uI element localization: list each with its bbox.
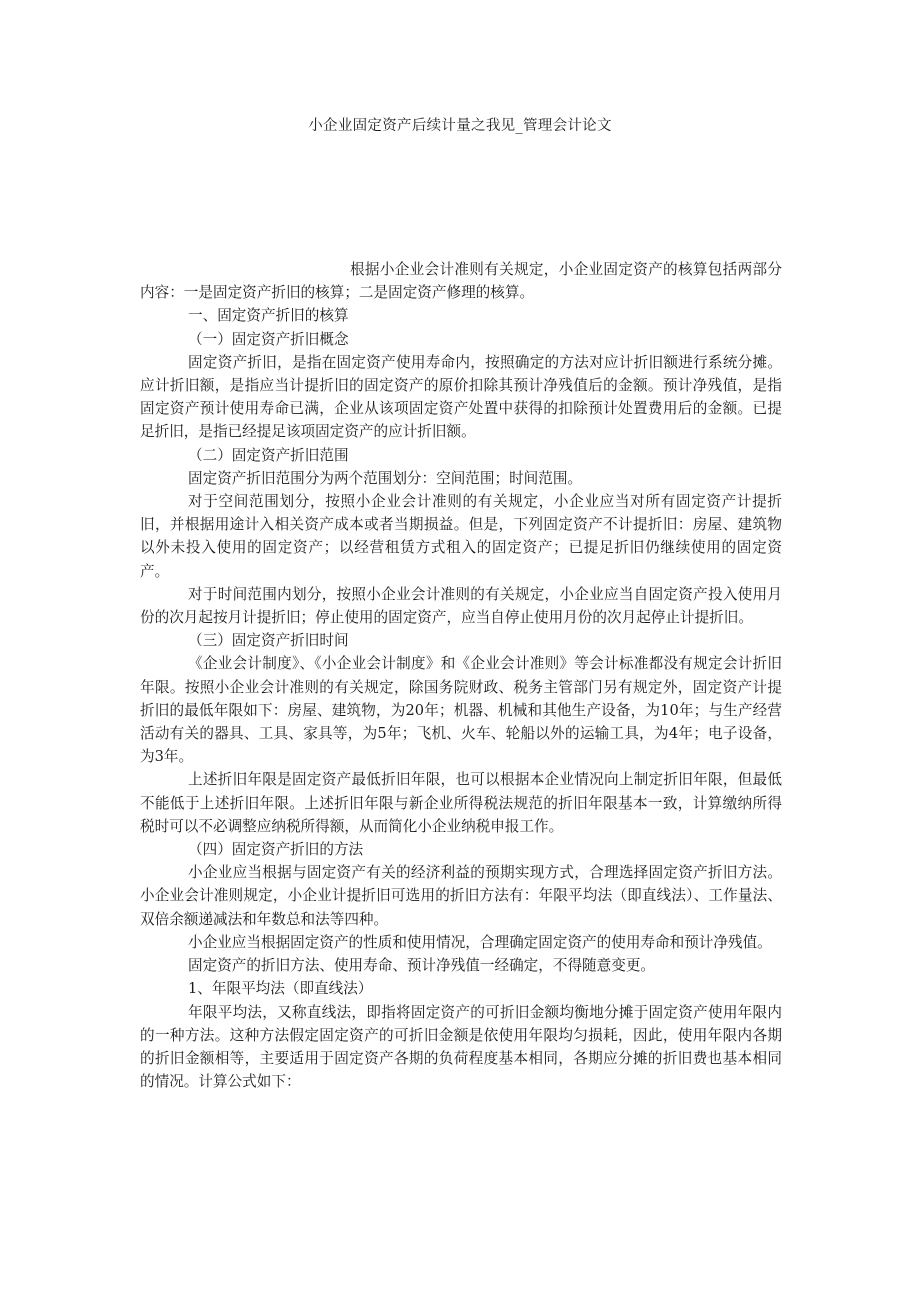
body-paragraph: 小企业应当根据与固定资产有关的经济利益的预期实现方式，合理选择固定资产折旧方法。小企业会计准则规定，小企业计提折旧可选用的折旧方法有：年限平均法（即直线法）、工作量法、双倍余额递减法和年数总和法等四种。: [140, 864, 782, 928]
body-paragraph: 对于空间范围划分，按照小企业会计准则的有关规定，小企业应当对所有固定资产计提折旧，并根据用途计入相关资产成本或者当期损益。但是，下列固定资产不计提折旧：房屋、建筑物以外未投入使用的固定资产；以经营租赁方式租入的固定资产；已提足折旧仍继续使用的固定资产。: [140, 493, 782, 580]
body-paragraph: 年限平均法，又称直线法，即指将固定资产的可折旧金额均衡地分摊于固定资产使用年限内的一种方法。这种方法假定固定资产的可折旧金额是依使用年限均匀损耗，因此，使用年限内各期的折旧金额相等，主要适用于固定资产各期的负荷程度基本相同，各期应分摊的折旧费也基本相同的情况。计算公式如下：: [140, 1003, 782, 1091]
document-body: [140, 258, 782, 1093]
body-paragraph: 对于时间范围内划分，按照小企业会计准则的有关规定，小企业应当自固定资产投入使用月份的次月起按月计提折旧；停止使用的固定资产，应当自停止使用月份的次月起停止计提折旧。: [140, 585, 782, 627]
subsection-heading: （二）固定资产折旧范围: [188, 446, 349, 464]
subsection-heading: （四）固定资产折旧的方法: [188, 841, 364, 859]
section-heading: 一、固定资产折旧的核算: [188, 307, 349, 325]
document-title: 小企业固定资产后续计量之我见_管理会计论文: [308, 118, 612, 134]
method-heading: 1、年限平均法（即直线法）: [188, 980, 373, 998]
body-paragraph: 《企业会计制度》、《小企业会计制度》和《企业会计准则》等会计标准都没有规定会计折旧年限。按照小企业会计准则的有关规定，除国务院财政、税务主管部门另有规定外，固定资产计提折旧的最低年限如下：房屋、建筑物，为20年；机器、机械和其他生产设备，为10年；与生产经营活动有关的器具、工具、家具等，为5年；飞机、火车、轮船以外的运输工具，为4年；电子设备，为3年。: [140, 655, 782, 766]
body-paragraph: 固定资产的折旧方法、使用寿命、预计净残值一经确定，不得随意变更。: [188, 957, 656, 975]
body-paragraph: 上述折旧年限是固定资产最低折旧年限，也可以根据本企业情况向上制定折旧年限，但最低不能低于上述折旧年限。上述折旧年限与新企业所得税法规范的折旧年限基本一致，计算缴纳所得税时可以不必调整应纳税所得额，从而简化小企业纳税申报工作。: [140, 771, 782, 835]
body-paragraph: 小企业应当根据固定资产的性质和使用情况，合理确定固定资产的使用寿命和预计净残值。: [188, 933, 772, 951]
body-paragraph: 固定资产折旧，是指在固定资产使用寿命内，按照确定的方法对应计折旧额进行系统分摊。应计折旧额，是指应当计提折旧的固定资产的原价扣除其预计净残值后的金额。预计净残值，是指固定资产预计使用寿命已满，企业从该项固定资产处置中获得的扣除预计处置费用后的金额。已提足折旧，是指已经提足该项固定资产的应计折旧额。: [140, 353, 782, 441]
intro-paragraph: 根据小企业会计准则有关规定，小企业固定资产的核算包括两部分内容：一是固定资产折旧的核算；二是固定资产修理的核算。: [140, 261, 782, 302]
subsection-heading: （一）固定资产折旧概念: [188, 330, 349, 348]
body-paragraph: 固定资产折旧范围分为两个范围划分：空间范围；时间范围。: [188, 469, 583, 487]
subsection-heading: （三）固定资产折旧时间: [188, 632, 349, 650]
